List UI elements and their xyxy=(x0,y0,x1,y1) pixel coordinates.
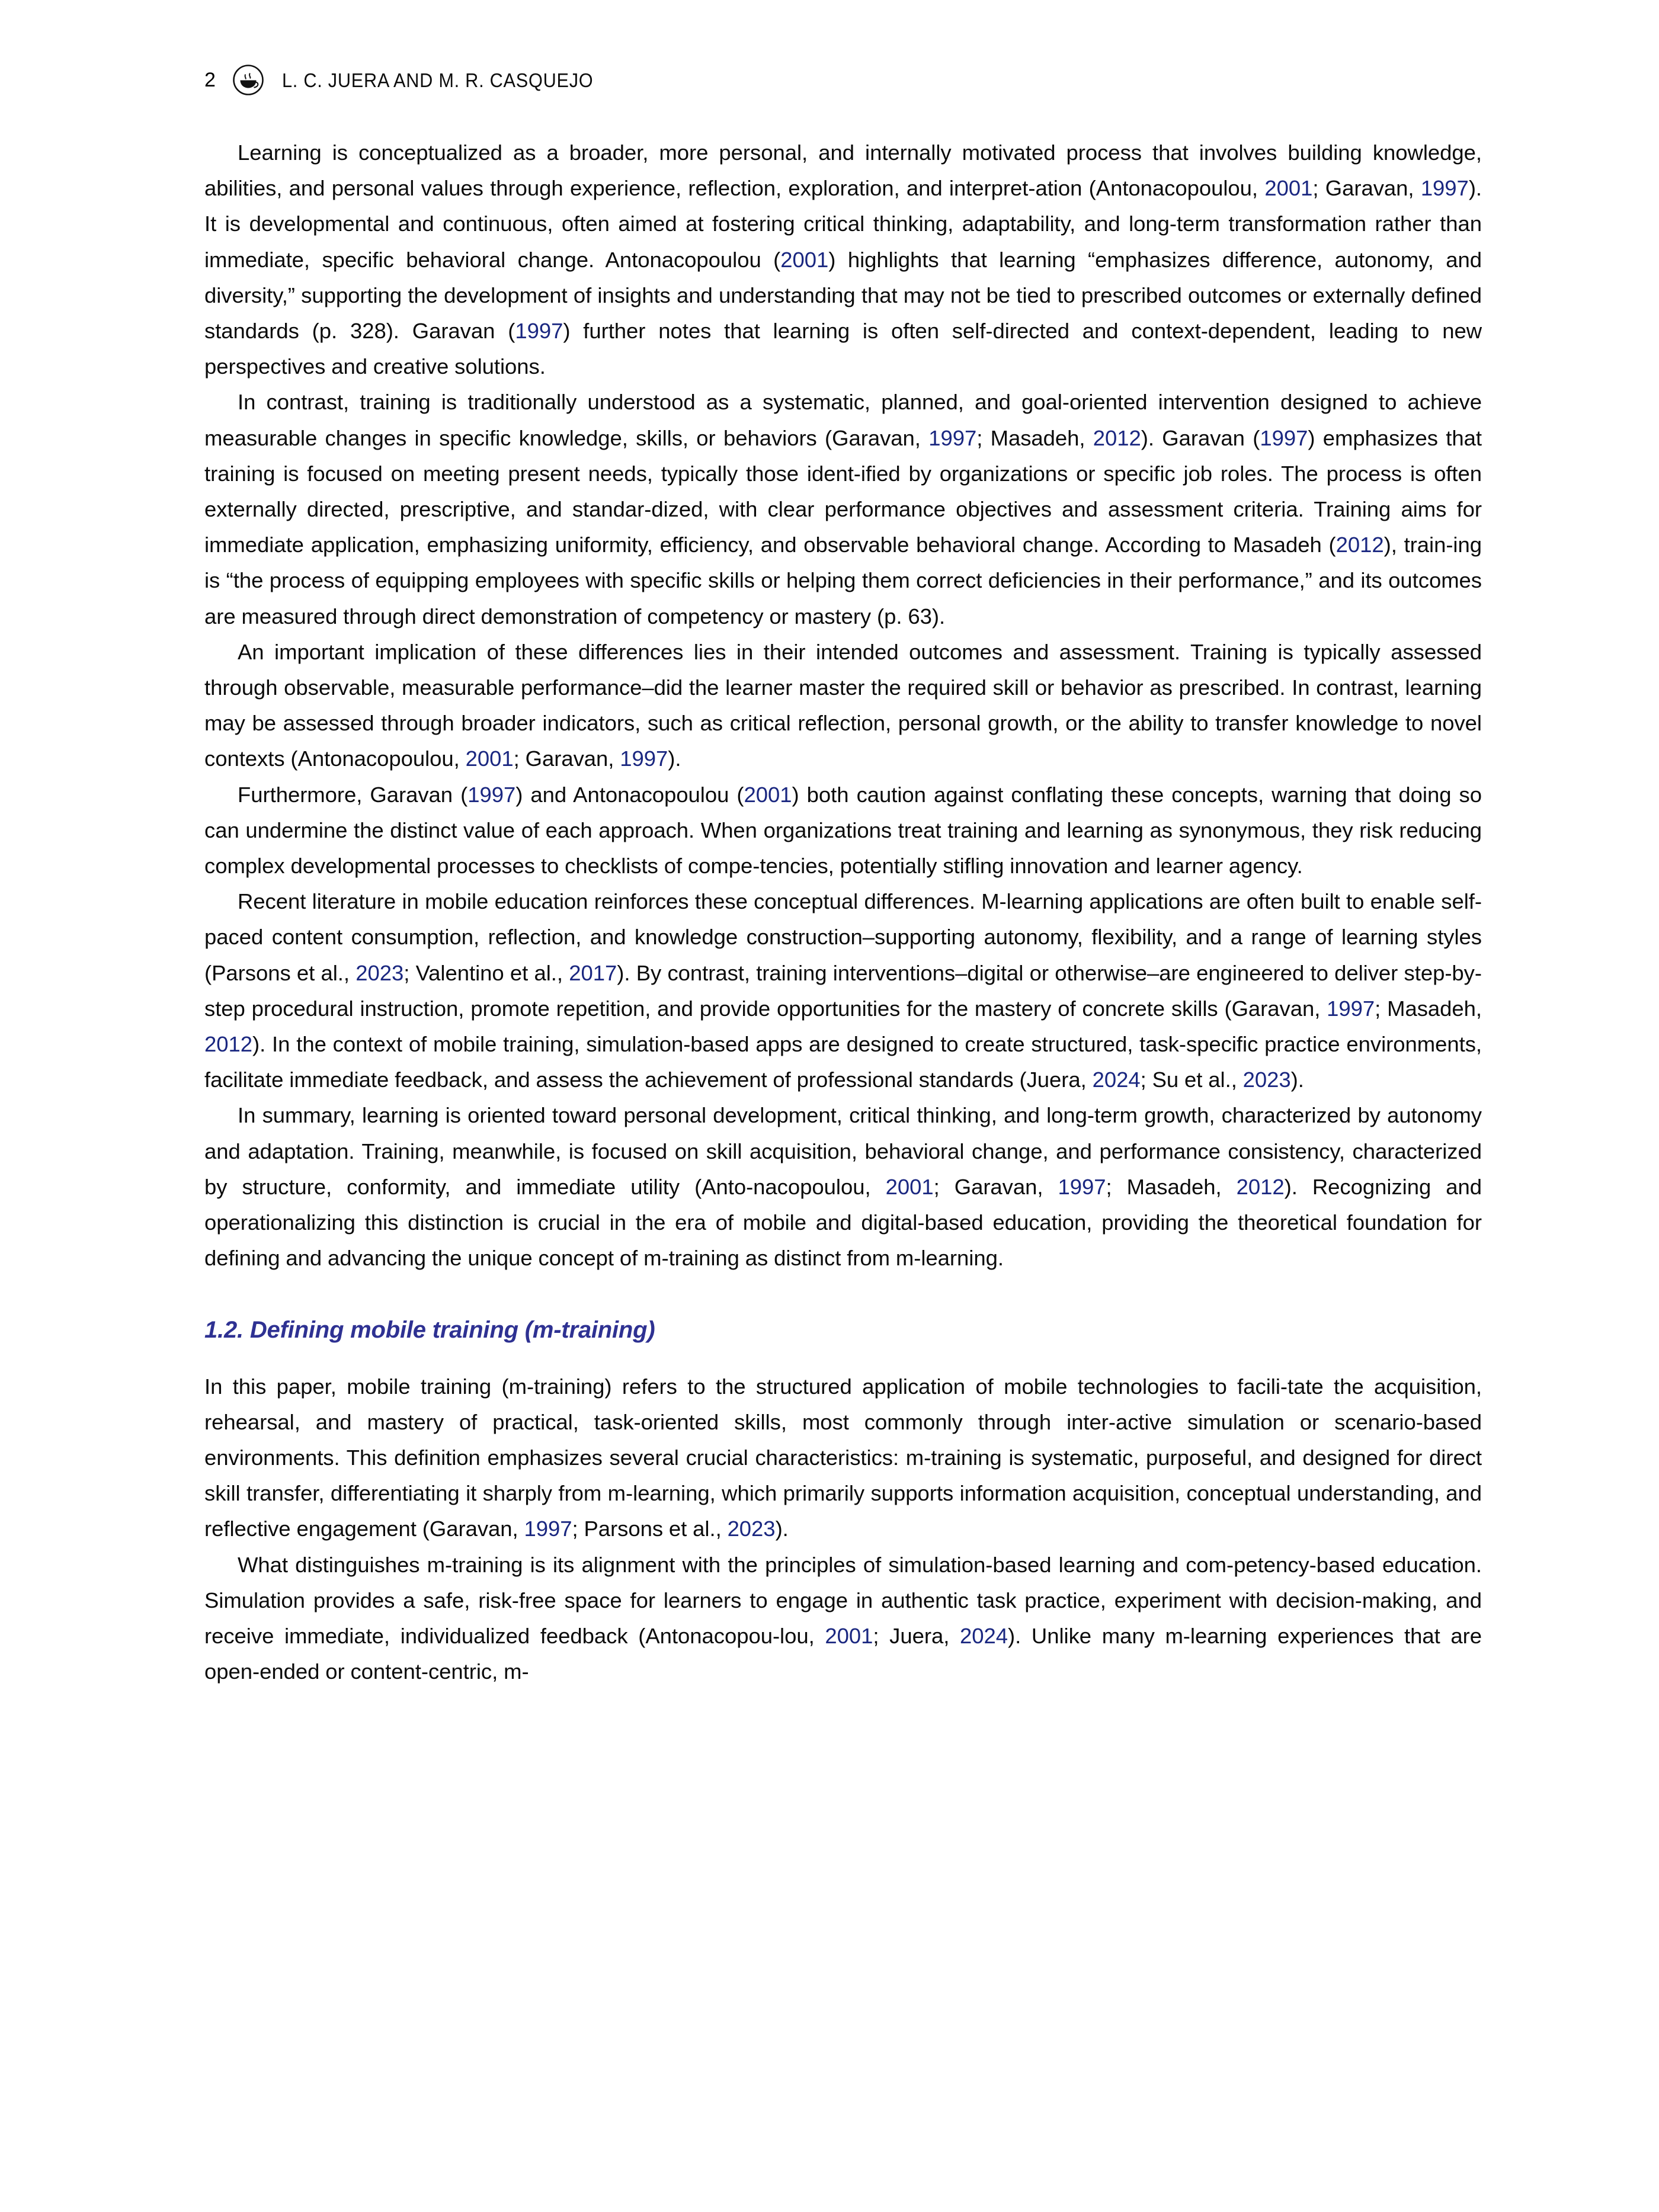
paragraph-furthermore-garavan: Furthermore, Garavan (1997) and Antonacopoulou (2001) both caution against conflating these concepts, warning that doing so can undermine the distinct value of each approach. When organizations treat training and learning as synonymous, they risk reducing complex developmental processes to checklists of compe-tencies, potentially stifling innovation and learner agency. xyxy=(204,782,1482,879)
paragraph-learning-conceptualized: Learning is conceptualized as a broader, more personal, and internally motivated process that involves building knowledge, abilities, and personal values through experience, reflection, exploration, and interpret-ation (Antonacopoulou, 2001; Garavan, 1997). It is developmental and continuous, often aimed at fostering critical thinking, adaptability, and long-term transformation rather than immediate, specific behavioral change. Antonacopoulou (2001) highlights that learning “emphasizes difference, autonomy, and diversity,” supporting the development of insights and understanding that may not be tied to prescribed outcomes or externally defined standards (p. 328). Garavan (1997) further notes that learning is often self-directed and context-dependent, leading to new perspectives and creative solutions. xyxy=(204,140,1482,379)
paragraph-what-distinguishes: What distinguishes m-training is its alignment with the principles of simulation-based learning and com-petency-based education. Simulation provides a safe, risk-free space for learners to engage in authentic task practice, experiment with decision-making, and receive immediate, individualized feedback (Antonacopou-lou, 2001; Juera, 2024). Unlike many m-learning experiences that are open-ended or content-centric, m- xyxy=(204,1552,1482,1684)
page-number: 2 xyxy=(204,69,216,91)
paragraph-recent-literature: Recent literature in mobile education reinforces these conceptual differences. M-learning applications are often built to enable self-paced content consumption, reflection, and knowledge construction–supporting autonomy, flexibility, and a range of learning styles (Parsons et al., 2023; Valentino et al., 2017). By contrast, training interventions–digital or otherwise–are engineered to deliver step-by-step procedural instruction, promote repetition, and provide opportunities for the mastery of concrete skills (Garavan, 1997; Masadeh, 2012). In the context of mobile training, simulation-based apps are designed to create structured, task-specific practice environments, facilitate immediate feedback, and assess the achievement of professional standards (Juera, 2024; Su et al., 2023). xyxy=(204,889,1482,1092)
heading-space-below xyxy=(204,1345,1482,1369)
paragraph-in-this-paper: In this paper, mobile training (m-training) refers to the structured application of mobile technologies to facili-tate the acquisition, rehearsal, and mastery of practical, task-oriented skills, most commonly through inter-active simulation or scenario-based environments. This definition emphasizes several crucial characteristics: m-training is systematic, purposeful, and designed for direct skill transfer, differentiating it sharply from m-learning, which primarily supports information acquisition, conceptual understanding, and reflective engagement (Garavan, 1997; Parsons et al., 2023). xyxy=(204,1374,1482,1541)
paragraph-in-contrast-training: In contrast, training is traditionally understood as a systematic, planned, and goal-oriented intervention designed to achieve measurable changes in specific knowledge, skills, or behaviors (Garavan, 1997; Masadeh, 2012). Garavan (1997) emphasizes that training is focused on meeting present needs, typically those ident-ified by organizations or specific job roles. The process is often externally directed, prescriptive, and standar-dized, with clear performance objectives and assessment criteria. Training aims for immediate application, emphasizing uniformity, efficiency, and observable behavioral change. According to Masadeh (2012), train-ing is “the process of equipping employees with specific skills or helping them correct deficiencies in their performance,” and its outcomes are measured through direct demonstration of competency or mastery (p. 63). xyxy=(204,390,1482,629)
text-column xyxy=(204,135,1482,1690)
teacup-logo-icon xyxy=(232,64,264,96)
paragraph-important-implication: An important implication of these differences lies in their intended outcomes and assessment. Training is typically assessed through observable, measurable performance–did the learner master the required skill or behavior as prescribed. In contrast, learning may be assessed through broader indicators, such as critical reflection, personal growth, or the ability to transfer knowledge to novel contexts (Antonacopoulou, 2001; Garavan, 1997). xyxy=(204,639,1482,771)
heading-space-above xyxy=(204,1277,1482,1315)
running-head xyxy=(204,62,1484,98)
running-head-authors: L. C. JUERA AND M. R. CASQUEJO xyxy=(282,69,594,91)
paragraph-in-summary: In summary, learning is oriented toward personal development, critical thinking, and long-term growth, characterized by autonomy and adaptation. Training, meanwhile, is focused on skill acquisition, behavioral change, and performance consistency, characterized by structure, conformity, and immediate utility (Anto-nacopoulou, 2001; Garavan, 1997; Masadeh, 2012). Recognizing and operationalizing this distinction is crucial in the era of mobile and digital-based education, providing the theoretical foundation for defining and advancing the unique concept of m-training as distinct from m-learning. xyxy=(204,1103,1482,1271)
section-heading-1-2: 1.2. Defining mobile training (m-training) xyxy=(204,1316,655,1343)
